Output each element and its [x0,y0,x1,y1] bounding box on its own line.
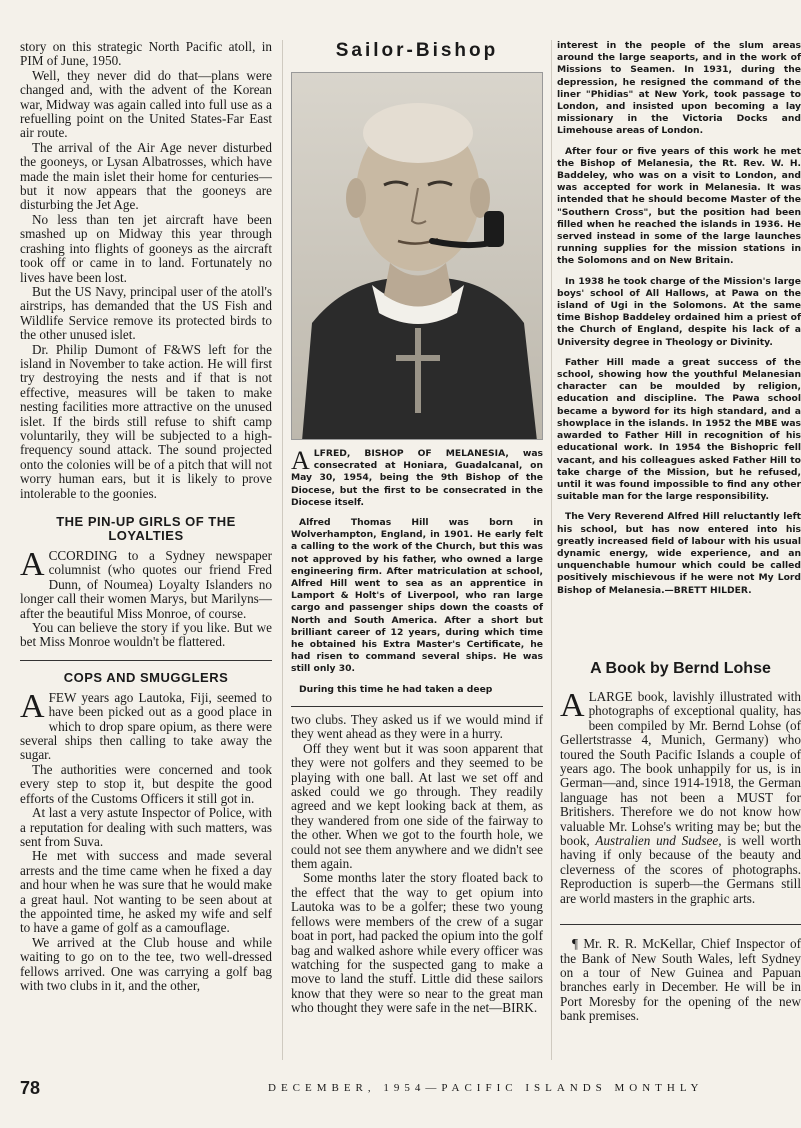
bishop-continuation [557,40,801,605]
sailor-bishop-title: Sailor-Bishop [335,40,499,61]
section-divider [291,706,543,707]
section-divider [560,924,801,925]
pinup-text: CCORDING to a Sydney newspaper columnist (who quotes our friend Fred Dunn, of Noumea) Loyalty Islanders no longer call their women Marys, but Marilyns—after the beautiful Miss Monroe, of course. [20,548,272,621]
bishop-paragraph: interest in the people of the slum areas around the large seaports, and in the work of Missions to Seamen. In 1931, during the depression, he resigned the command of the liner "Phidias" at New York, took passage to London, and insisted upon becoming a lay missionary in the Victoria Docks and Limehouse areas of London. [557,40,801,137]
bishop-paragraph: In 1938 he took charge of the Mission's large boys' school of All Hallows, at Pawa on the island of Ugi in the Solomons. At the same time Bishop Baddeley ordained him a priest of the Church of England, despite his lack of a University degree in Theology or Divinity. [557,275,801,348]
photo-caption [291,448,543,704]
cops-continuation [291,706,543,1016]
book-title-italic: Australien und Sudsee, [595,833,722,849]
cops-paragraph: The authorities were concerned and took every step to stop it, but despite the good efforts of the Customs Officers it still got in. [20,761,272,806]
drop-cap: A [291,446,310,475]
bishop-paragraph: The Very Reverend Alfred Hill reluctantly left his school, but has now entered into his greatly increased field of labour with his usual dynamic energy, wide experience, and an unquenchable humour which could be called positively mischievous if he were not My Lord Bishop of Melanesia.—BRETT HILDER. [557,511,801,596]
drop-cap: A [20,687,45,725]
cops-paragraph: At last a very astute Inspector of Police, with a reputation for dealing with such matters, was sent from Suva. [20,805,272,849]
midway-paragraph: Well, they never did do that—plans were changed and, with the advent of the Korean war, Midway was again called into full use as a refuelling point on the United States-Far East air route. [20,67,272,141]
midway-paragraph: The arrival of the Air Age never disturbed the gooneys, or Lysan Albatrosses, which have made the main islet their home for centuries—but it now appears that the gooneys are disturbing the Jet Age. [20,139,272,213]
cops-paragraph: Some months later the story floated back to the effect that the way to get opium into Lautoka was to be a golfer; these two young fellows were members of the crew of a sugar boat in port, had packed the opium into the golf bag and walked ashore while every officer was watching for the suspected gang to make a move to land the stuff. Little did these sailors know that they were so near to the great man who thought they were safe in the net—BIRK. [291,870,543,1016]
column-divider [282,40,283,1060]
bishop-paragraph: Father Hill made a great success of the school, showing how the youthful Melanesian character can be moulded by religion, education and discipline. The Pawa school became a byword for its high standard, and a showplace in the islands. In 1952 the MBE was awarded to Father Hill in recognition of his educational work. In 1954 the Bishopric fell vacant, and his colleagues asked Father Hill to take charge of the Mission, but he refused, until it was found impossible to find any other suitable man for the large responsibility. [557,356,801,503]
book-text: LARGE book, lavishly illustrated with photographs of exceptional quality, has been compiled by Mr. Bernd Lohse (of Gellertstrasse 4, Munich, Germany) who toured the South Pacific Islands a couple of years ago. The book unhappily for us, is in German—and, since 1914-1918, the German language has not been a MUST for Britishers. Therefore we do not know how valuable Mr. Lohse's writing may be; but the book, [560,689,801,849]
cops-text: FEW years ago Lautoka, Fiji, seemed to have been picked out as a good place in which to drop spare opium, as there were several ships then calling to take away the sugar. [20,689,272,763]
bishop-paragraph: Alfred Thomas Hill was born in Wolverhampton, England, in 1901. He early felt a calling to the work of the Church, but this was not approved by his father, who owned a large engineering firm. After matriculation at school, Alfred Hill went to sea as an apprentice in Lamport & Holt's of Liverpool, who ran large cargo and passenger ships down the coasts of North and South America. After a short but brilliant career of 12 years, during which time he obtained his Extra Master's Certificate, he had risen to command several ships. He was still only 30. [291,517,543,675]
bishop-paragraph: During this time he had taken a deep [299,683,493,695]
midway-paragraph: story on this strategic North Pacific atoll, in PIM of June, 1950. [20,39,272,69]
bishop-paragraph: After four or five years of this work he met the Bishop of Melanesia, the Rt. Rev. W. H. Baddeley, who was on a visit to London, and was accepted for work in Melanesia. It was intended that he should become Master of the "Southern Cross", but the position had been filled when he reached the islands in 1936. He served instead in some of the large launches running supplies for the mission stations in the Solomons and on New Britain. [557,145,801,267]
column-divider [551,40,552,1060]
drop-cap: A [560,687,585,724]
section-divider [20,660,272,661]
pinup-heading: THE PIN-UP GIRLS OF THE LOYALTIES [56,514,236,543]
midway-paragraph: Dr. Philip Dumont of F&WS left for the island in November to take action. He will first try destroying the nests and if that is not effective, measures will be taken to make nesting facilities more attractive on the unused islet. If the birds still refuse to shift camp voluntarily, they will be subjected to a high-frequency sound attack. The sound projected onto the colonies will be of a pitch that will not worry human ears, but it is likely to prove intolerable to the goonies. [20,341,272,501]
caption-text: LFRED, BISHOP OF MELANESIA, was consecrated at Honiara, Guadalcanal, on May 30, 1954, being the 9th Bishop of the Diocese, but the first to be consecrated in the Diocese itself. [291,448,543,508]
pinup-paragraph [20,546,272,621]
column-one [20,40,272,993]
midway-paragraph: But the US Navy, principal user of the atoll's airstrips, has demanded that the US Fish and Wildlife Service remove its protected birds to the other unused islet. [20,283,272,343]
cops-paragraph: We arrived at the Club house and while waiting to go on to the tee, two well-dressed fellows arrived. One was carrying a golf bag with two clubs in it, and the other, [20,934,272,993]
book-paragraph [560,687,801,906]
book-heading: A Book by Bernd Lohse [590,660,771,677]
cops-paragraph [20,687,272,763]
book-article [560,687,801,1024]
book-text: is well worth having if only because of the beauty and cleverness of the scores of photographs. Reproduction is superb—the Germans still are world masters in the graphic arts. [560,833,801,906]
cops-paragraph: two clubs. They asked us if we would mind if they went ahead as they were in a hurry. [291,712,543,742]
bishop-photo [291,72,543,440]
midway-paragraph: No less than ten jet aircraft have been smashed up on Midway this year through crashing into flights of gooneys as the aircraft took off or came in to land. Fortunately no lives have been lost. [20,211,272,285]
page-number: 78 [20,1078,41,1098]
drop-cap: A [20,546,45,583]
cops-paragraph: He met with success and made several arrests and the time came when he fixed a day and hour when he was sure that he would make a great haul. Not wanting to be seen about at the appointed time, he asked my wife and self to have a game of golf as a camouflage. [20,848,272,936]
bishop-portrait-icon [292,73,543,440]
pinup-paragraph: You can believe the story if you like. But we bet Miss Monroe wouldn't be flattered. [20,620,272,650]
mckellar-paragraph: ¶ Mr. R. R. McKellar, Chief Inspector of the Bank of New South Wales, left Sydney on a tour of New Guinea and Papuan branches early in December. He will be in Port Moresby for the opening of the new bank premises. [560,936,801,1024]
magazine-footer: DECEMBER, 1954—PACIFIC ISLANDS MONTHLY [268,1082,704,1094]
cops-paragraph: Off they went but it was soon apparent that they were not golfers and they seemed to be playing with one ball. At last we set off and asked could we go through. They readily agreed and we kept looking back at them, as they wandered from one side of the fairway to the other. When we got to the fourth hole, we could not see them anywhere and we didn't see them again. [291,740,543,872]
cops-heading: COPS AND SMUGGLERS [63,669,229,685]
